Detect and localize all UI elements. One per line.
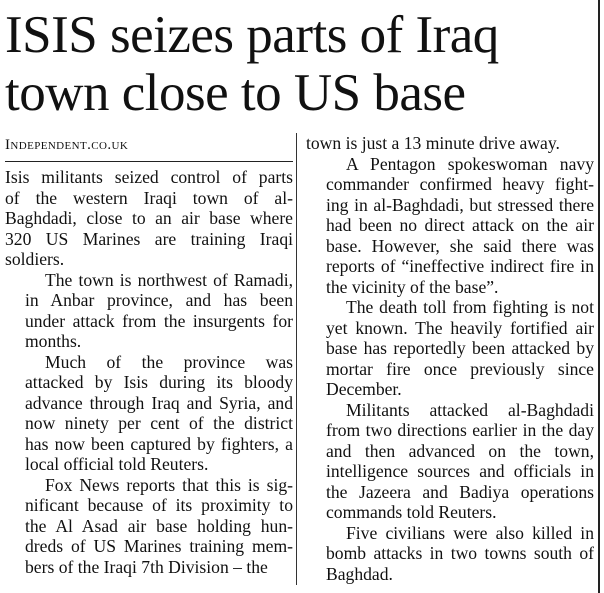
- page-edge-rule: [598, 0, 600, 593]
- paragraph-line: had been no direct attack on the air: [326, 215, 594, 235]
- paragraph: [306, 154, 594, 298]
- paragraph-line: in Anbar province, and has been: [25, 290, 293, 310]
- paragraph-line: Militants attacked al-Baghdadi: [346, 399, 594, 420]
- paragraph-line: Baghdadi, close to an air base where: [5, 208, 293, 228]
- paragraph: [306, 523, 594, 585]
- paragraph: [5, 167, 293, 270]
- paragraph-line: Fox News reports that this is sig-: [45, 474, 293, 495]
- paragraph-line: Isis militants seized control of parts: [5, 167, 293, 187]
- headline-line-1: ISIS seizes parts of Iraq: [5, 6, 499, 64]
- paragraph-line: the Jazeera and Badiya operations: [326, 481, 594, 502]
- article-column-left: [5, 133, 293, 577]
- left-column-body: [5, 167, 293, 577]
- paragraph-line: under attack from the insurgents for: [25, 310, 293, 331]
- paragraph-line: Much of the province was: [45, 351, 293, 372]
- paragraph-line: attacked by Isis during its bloody: [25, 372, 293, 392]
- paragraph-line: The death toll from fighting is not: [346, 297, 594, 317]
- paragraph-line: commander confirmed heavy fight-: [326, 174, 594, 194]
- paragraph-line: ing in al-Baghdadi, but stressed there: [326, 194, 594, 215]
- column-divider: [296, 133, 297, 585]
- paragraph-line: town is just a 13 minute drive away.: [306, 133, 560, 153]
- paragraph-line: yet known. The heavily fortified air: [326, 317, 594, 338]
- paragraph-line: base has reportedly been attacked by: [326, 338, 594, 358]
- paragraph-line: The town is northwest of Ramadi,: [45, 269, 293, 290]
- paragraph-line: Five civilians were also killed in: [346, 522, 594, 543]
- headline: [5, 6, 595, 122]
- paragraph-line: now ninety per cent of the district: [25, 413, 293, 433]
- paragraph-line: bers of the Iraqi 7th Division – the: [25, 556, 268, 577]
- article-column-right: [306, 133, 594, 584]
- paragraph: [306, 133, 594, 154]
- paragraph-line: 320 US Marines are training Iraqi: [5, 228, 293, 249]
- paragraph: [5, 352, 293, 475]
- paragraph: [306, 297, 594, 400]
- paragraph-line: from two directions earlier in the day: [326, 420, 594, 440]
- paragraph-line: reports of “ineffective indirect fire in: [326, 256, 594, 276]
- paragraph-line: Baghdad.: [326, 563, 393, 584]
- paragraph-line: nificant because of its proximity to: [25, 495, 293, 515]
- paragraph-line: bomb attacks in two towns south of: [326, 543, 594, 563]
- paragraph-line: of the western Iraqi town of al-: [5, 187, 293, 208]
- paragraph: [5, 270, 293, 352]
- paragraph-line: intelligence sources and officials in: [326, 461, 594, 481]
- paragraph-line: December.: [326, 379, 402, 399]
- paragraph-line: the Al Asad air base holding hun-: [25, 515, 293, 536]
- paragraph-line: mortar fire once previously since: [326, 358, 594, 379]
- paragraph-line: advance through Iraq and Syria, and: [25, 392, 293, 413]
- paragraph-line: dreds of US Marines training mem-: [25, 536, 293, 556]
- paragraph-line: base. However, she said there was: [326, 235, 594, 256]
- paragraph-line: has now been captured by fighters, a: [25, 433, 293, 454]
- paragraph-line: A Pentagon spokeswoman navy: [346, 153, 594, 174]
- paragraph-line: local official told Reuters.: [25, 454, 209, 474]
- paragraph-line: soldiers.: [5, 249, 65, 269]
- right-column-body: [306, 133, 594, 584]
- paragraph-line: months.: [25, 331, 82, 351]
- paragraph-line: commands told Reuters.: [326, 502, 497, 522]
- paragraph-line: the vicinity of the base”.: [326, 276, 499, 297]
- headline-line-2: town close to US base: [5, 64, 466, 122]
- paragraph: [5, 475, 293, 578]
- paragraph-line: and then advanced on the town,: [326, 440, 594, 461]
- paragraph: [306, 400, 594, 523]
- source-byline: Independent.co.uk: [5, 133, 293, 162]
